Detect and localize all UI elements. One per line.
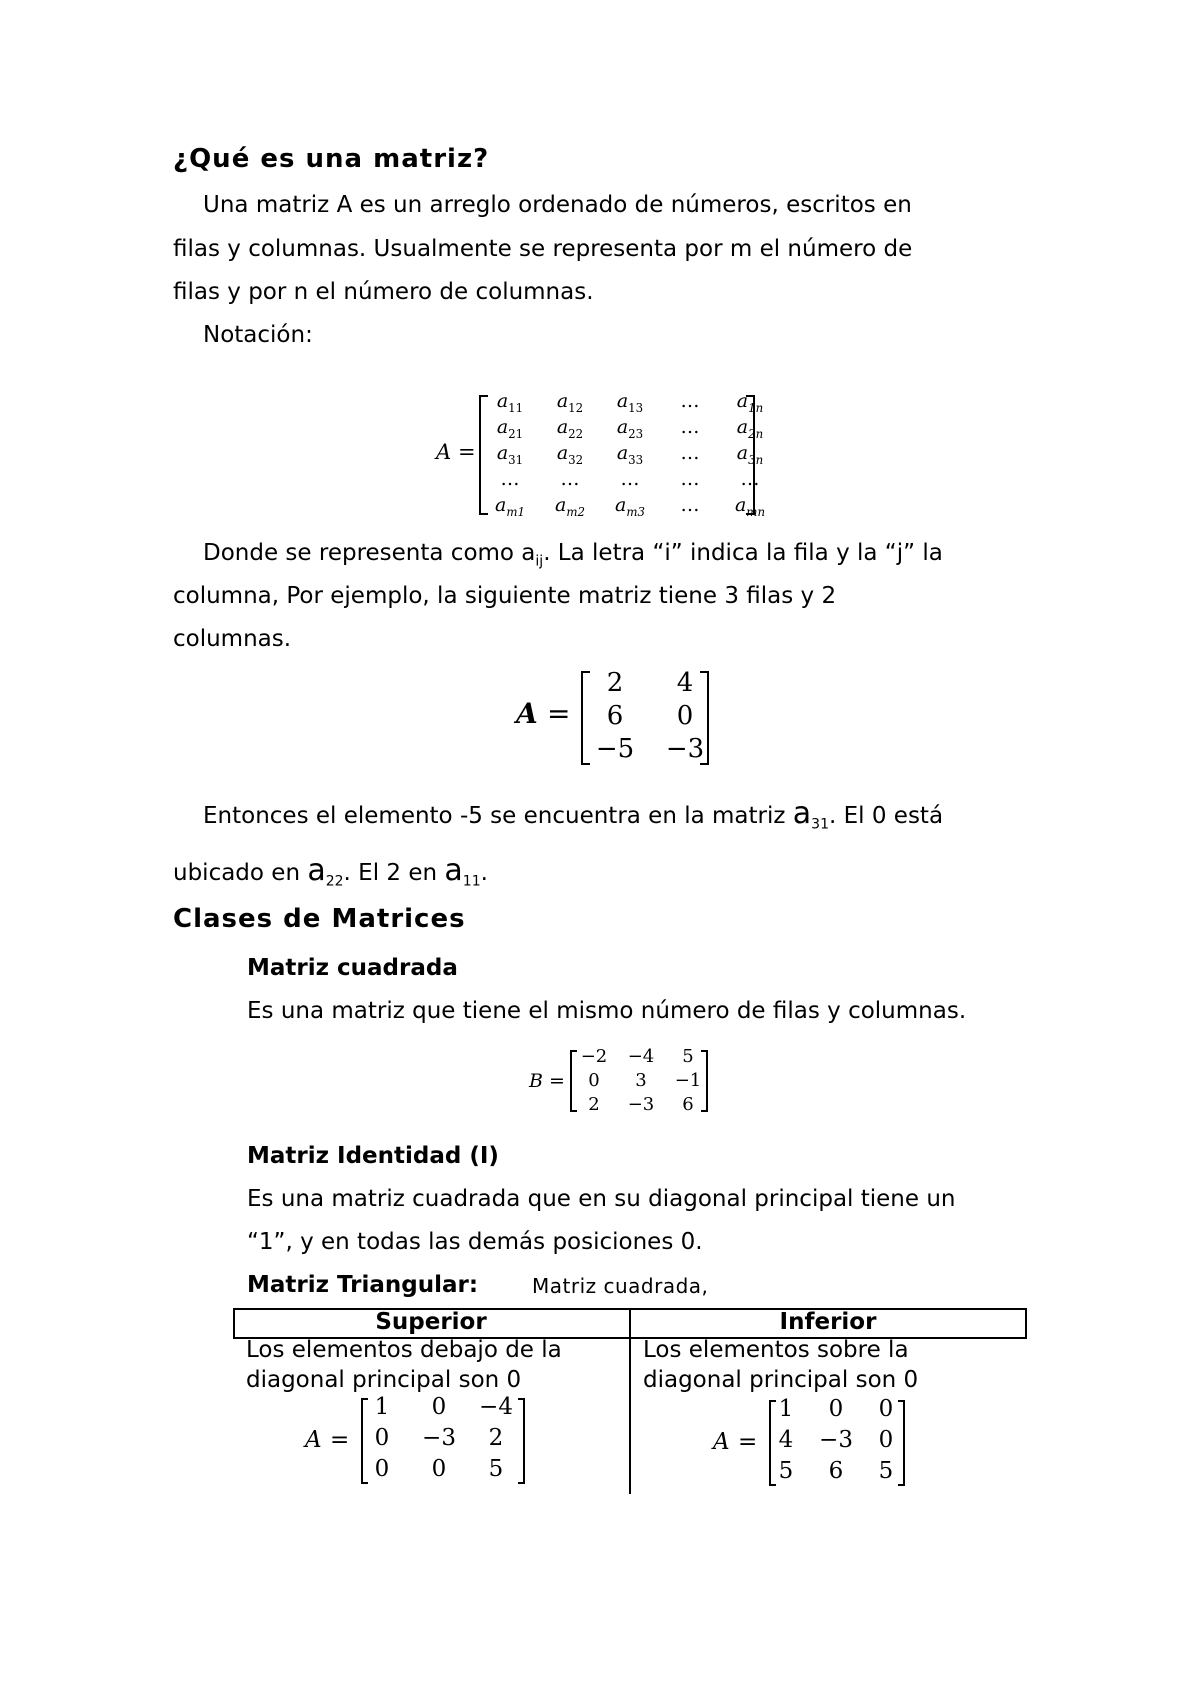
matrix-cell: … bbox=[680, 390, 700, 412]
general-matrix-name: A bbox=[436, 440, 452, 464]
matrix-cell: 0 bbox=[828, 1396, 844, 1422]
matrix-cell: 5 bbox=[682, 1046, 694, 1067]
matrix-cell: 5 bbox=[488, 1456, 504, 1482]
matrix-cell: … bbox=[620, 468, 640, 490]
matrix-cell: … bbox=[680, 494, 700, 516]
matrix-cell: $a_{3n}$ bbox=[736, 442, 764, 467]
matrix-cell: $a_{2n}$ bbox=[736, 416, 764, 441]
matrix-cell: $a_{31}$ bbox=[496, 442, 524, 467]
matrix-cell: $a_{32}$ bbox=[556, 442, 584, 467]
intro-line-3: filas y por n el número de columnas. bbox=[173, 279, 594, 305]
inferior-matrix-equals: = bbox=[738, 1429, 758, 1455]
matrix-cell: 1 bbox=[778, 1396, 794, 1422]
matrix-cell: −3 bbox=[627, 1094, 655, 1115]
matrix-cell: 3 bbox=[635, 1070, 647, 1091]
inferior-header: Inferior bbox=[779, 1309, 877, 1335]
matrix-cell: −4 bbox=[627, 1046, 655, 1067]
table-column-divider bbox=[629, 1308, 631, 1494]
subscript-ij: ij bbox=[535, 553, 544, 570]
matrix-cell: … bbox=[740, 468, 760, 490]
matrix-cell: 0 bbox=[374, 1456, 390, 1482]
page-title: ¿Qué es una matriz? bbox=[173, 144, 490, 174]
superior-line-2: diagonal principal son 0 bbox=[246, 1367, 522, 1393]
element-line-2: ubicado en $a_{22}$. El 2 en $a_{11}$. bbox=[173, 853, 488, 890]
matrix-cell: 0 bbox=[431, 1456, 447, 1482]
matrix-cell: $a_{m2}$ bbox=[555, 494, 585, 519]
matrix-cell: 0 bbox=[878, 1427, 894, 1453]
matrix-cell: … bbox=[680, 468, 700, 490]
matrix-cell: $a_{m3}$ bbox=[615, 494, 645, 519]
triangular-title: Matriz Triangular: bbox=[247, 1272, 479, 1298]
matrix-cell: 6 bbox=[682, 1094, 694, 1115]
matrix-cell: 6 bbox=[606, 701, 624, 731]
matrix-cell: −4 bbox=[479, 1394, 513, 1420]
example-matrix-equals: = bbox=[547, 697, 571, 730]
matrix-cell: $a_{13}$ bbox=[616, 390, 644, 415]
square-matrix-equals: = bbox=[549, 1070, 565, 1092]
matrix-cell: 6 bbox=[828, 1458, 844, 1484]
inferior-matrix-name: A bbox=[713, 1429, 730, 1455]
matrix-cell: 0 bbox=[374, 1425, 390, 1451]
element-line-1: Entonces el elemento -5 se encuentra en la matriz $a_{31}$. El 0 está bbox=[203, 796, 944, 833]
square-text: Es una matriz que tiene el mismo número de filas y columnas. bbox=[247, 998, 967, 1024]
intro-line-2: filas y columnas. Usualmente se representa por m el número de bbox=[173, 236, 913, 262]
matrix-cell: 4 bbox=[676, 668, 694, 698]
superior-header: Superior bbox=[375, 1309, 487, 1335]
matrix-cell: 2 bbox=[588, 1094, 600, 1115]
description-line-3: columnas. bbox=[173, 626, 292, 652]
matrix-cell: $a_{23}$ bbox=[616, 416, 644, 441]
matrix-cell: −3 bbox=[665, 734, 705, 764]
classes-title: Clases de Matrices bbox=[173, 904, 466, 934]
matrix-cell: 0 bbox=[431, 1394, 447, 1420]
superior-matrix-equals: = bbox=[330, 1427, 350, 1453]
identity-line-2: “1”, y en todas las demás posiciones 0. bbox=[247, 1229, 703, 1255]
matrix-cell: −2 bbox=[580, 1046, 608, 1067]
matrix-cell: … bbox=[560, 468, 580, 490]
matrix-cell: 0 bbox=[588, 1070, 600, 1091]
matrix-cell: $a_{21}$ bbox=[496, 416, 524, 441]
matrix-cell: 0 bbox=[878, 1396, 894, 1422]
superior-line-1: Los elementos debajo de la bbox=[246, 1337, 562, 1363]
matrix-cell: −3 bbox=[422, 1425, 456, 1451]
matrix-cell: $a_{1n}$ bbox=[736, 390, 764, 415]
matrix-cell: $a_{33}$ bbox=[616, 442, 644, 467]
description-line-1: Donde se representa como $a_{ij}$. La letra “i” indica la fila y la “j” la bbox=[203, 540, 943, 570]
inferior-line-2: diagonal principal son 0 bbox=[643, 1367, 919, 1393]
matrix-cell: $a_{m1}$ bbox=[495, 494, 525, 519]
matrix-cell: 2 bbox=[488, 1425, 504, 1451]
matrix-cell: −1 bbox=[674, 1070, 702, 1091]
general-matrix-equals: = bbox=[458, 440, 476, 464]
notation-label: Notación: bbox=[203, 322, 313, 348]
matrix-cell: 0 bbox=[676, 701, 694, 731]
matrix-cell: $a_{11}$ bbox=[496, 390, 524, 415]
square-title: Matriz cuadrada bbox=[247, 955, 458, 981]
matrix-cell: … bbox=[680, 442, 700, 464]
square-matrix-name: B bbox=[529, 1070, 543, 1092]
intro-line-1: Una matriz A es un arreglo ordenado de números, escritos en bbox=[203, 192, 912, 218]
matrix-cell: $a_{22}$ bbox=[556, 416, 584, 441]
matrix-cell: 5 bbox=[778, 1458, 794, 1484]
matrix-cell: $a_{mn}$ bbox=[734, 494, 766, 519]
matrix-cell: 1 bbox=[374, 1394, 390, 1420]
matrix-cell: … bbox=[680, 416, 700, 438]
matrix-cell: −5 bbox=[595, 734, 635, 764]
matrix-cell: 5 bbox=[878, 1458, 894, 1484]
description-line-2: columna, Por ejemplo, la siguiente matriz tiene 3 filas y 2 bbox=[173, 583, 837, 609]
matrix-cell: … bbox=[500, 468, 520, 490]
matrix-cell: 4 bbox=[778, 1427, 794, 1453]
inferior-line-1: Los elementos sobre la bbox=[643, 1337, 909, 1363]
superior-matrix-name: A bbox=[305, 1427, 322, 1453]
matrix-cell: −3 bbox=[819, 1427, 853, 1453]
identity-title: Matriz Identidad (I) bbox=[247, 1143, 499, 1169]
matrix-cell: $a_{12}$ bbox=[556, 390, 584, 415]
triangular-note: Matriz cuadrada, bbox=[532, 1274, 709, 1298]
matrix-cell: 2 bbox=[606, 668, 624, 698]
example-matrix-name: A bbox=[516, 697, 538, 730]
identity-line-1: Es una matriz cuadrada que en su diagonal principal tiene un bbox=[247, 1186, 956, 1212]
